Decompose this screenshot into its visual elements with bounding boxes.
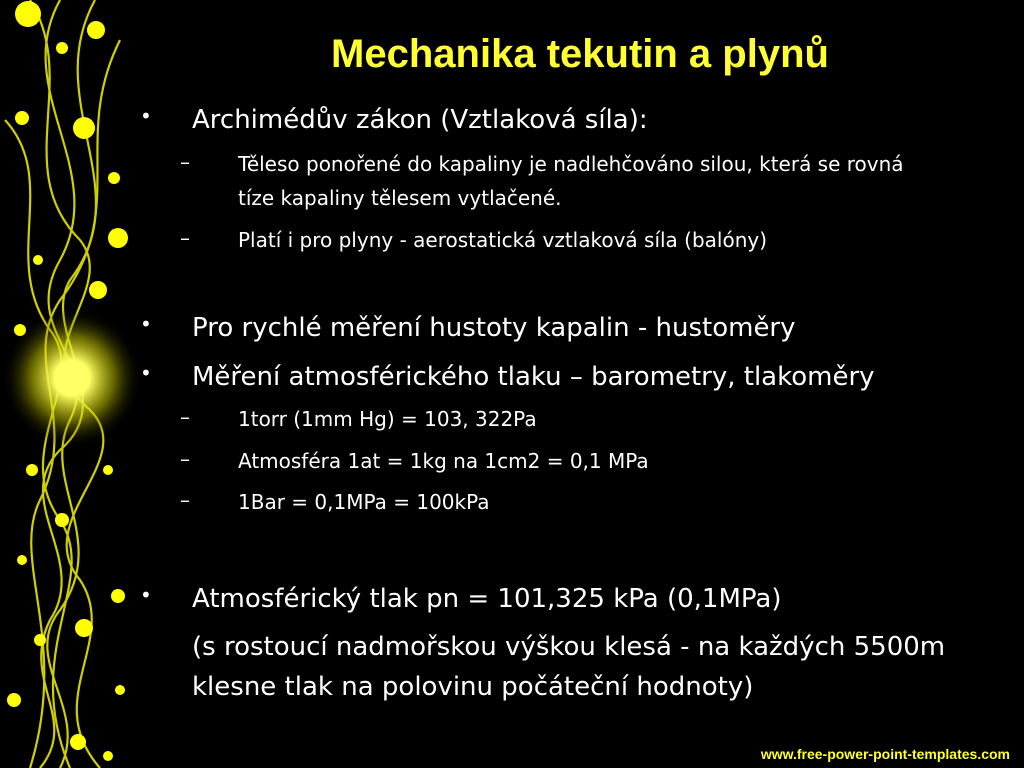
sub-bullet-item: Platí i pro plyny - aerostatická vztlaková síla (balóny) bbox=[238, 228, 768, 252]
sub-bullet-item: Těleso ponořené do kapaliny je nadlehčováno silou, která se rovná bbox=[238, 152, 904, 176]
dash-marker: – bbox=[180, 488, 190, 512]
dash-marker: – bbox=[180, 150, 190, 174]
bullet-item: Atmosférický tlak pn = 101,325 kPa (0,1MPa) bbox=[192, 584, 782, 614]
bullet-marker: • bbox=[140, 583, 152, 607]
bullet-item-continuation: klesne tlak na polovinu počáteční hodnoty) bbox=[192, 672, 754, 702]
bullet-item-continuation: (s rostoucí nadmořskou výškou klesá - na každých 5500m bbox=[192, 632, 946, 662]
sub-bullet-item: 1Bar = 0,1MPa = 100kPa bbox=[238, 490, 490, 514]
dash-marker: – bbox=[180, 405, 190, 429]
dash-marker: – bbox=[180, 226, 190, 250]
dash-marker: – bbox=[180, 447, 190, 471]
bullet-marker: • bbox=[140, 104, 152, 128]
slide-title: Mechanika tekutin a plynů bbox=[331, 32, 829, 76]
bullet-marker: • bbox=[140, 312, 152, 336]
bullet-item: Měření atmosférického tlaku – barometry, tlakoměry bbox=[192, 362, 875, 392]
bullet-item: Archimédův zákon (Vztlaková síla): bbox=[192, 105, 648, 135]
sub-bullet-item: Atmosféra 1at = 1kg na 1cm2 = 0,1 MPa bbox=[238, 449, 649, 473]
sub-bullet-item: 1torr (1mm Hg) = 103, 322Pa bbox=[238, 407, 537, 431]
bullet-marker: • bbox=[140, 361, 152, 385]
footer-url: www.free-power-point-templates.com bbox=[760, 746, 1010, 762]
bullet-item: Pro rychlé měření hustoty kapalin - hustoměry bbox=[192, 313, 796, 343]
sub-bullet-item-continuation: tíze kapaliny tělesem vytlačené. bbox=[238, 186, 562, 210]
